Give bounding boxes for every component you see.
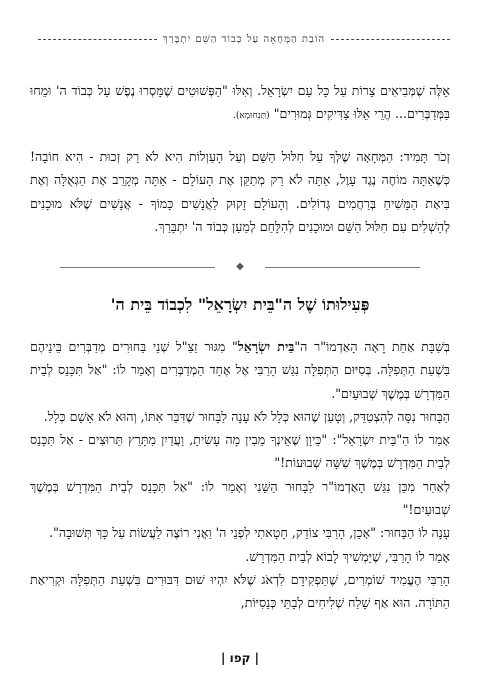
paragraph-1: [30, 79, 450, 129]
story-paragraph-5: עָנָה לוֹ הַבָּחוּר: "אָכֵן, הָרַבִּי צוֹדֵק, חָטָאתִי לִפְנֵי ה' וַאֲנִי רוֹצֶה לַעֲשׂוֹת עַל כָּךְ תְּשׁוּבָה".: [49, 525, 450, 541]
bold-name: בֵּית יִשְׂרָאֵל: [237, 339, 295, 354]
page-number: | קפו |: [221, 651, 259, 665]
story-paragraph-1-start: בְּשַׁבָּת אַחַת רָאָה הָאַדְמוֹ"ר ה": [294, 339, 450, 354]
story-paragraph-1: [30, 335, 450, 405]
story-body: [30, 335, 450, 615]
paragraph-2-text: זְכֹר תָּמִיד: הַמְּחָאָה שֶׁלְּךָ עַל חִלּוּל הַשֵּׁם וְעַל הָעַוְלוֹת הִיא לֹא רַק זְכוּת - הִיא חוֹבָה! כְּשֶׁאַתָּה מוֹחֶה נֶגֶד עָוֶל, אַתָּה לֹא רַק מְתַקֵּן אֶת הָעוֹלָם - אַתָּה מְקָרֵב אֶת הַגְּאֻלָּה וְאֶת בִּיאַת הַמָּשִׁיחַ בְּרַחֲמִים גְּדוֹלִים. וְהָעוֹלָם זָקוּק לַאֲנָשִׁים כָּמוֹךָ - אֲנָשִׁים שֶׁלֹּא מוּכָנִים לְהַשְׁלִים עִם חִלּוּל הַשֵּׁם וּמוּכָנִים לְהִלָּחֵם לְמַעַן כְּבוֹד ה' יִתְבָּרַךְ.: [30, 149, 450, 234]
header-dash-right: [331, 39, 450, 40]
paragraph-1-text: אֵלֶּה שֶׁמְּבִיאִים צָרוֹת עַל כָּל עַם יִשְׂרָאֵל. וְאִלּוּ "הַפְּשׁוּטִים שֶׁמָּסְרוּ נֶפֶשׁ עַל כְּבוֹד ה' וּמֵחוּ בַּמְּדַבְּרִים... הֲרֵי אֵלּוּ צַדִּיקִים גְּמוּרִים": [30, 83, 450, 122]
separator-line-right: [265, 267, 420, 268]
separator-diamond-icon: ◆: [236, 261, 244, 272]
running-title: הוֹבַת הַמְּחָאָה עַל כְּבוֹד הַשֵּׁם יִתְבָּרַךְ: [162, 34, 326, 45]
running-header: [38, 34, 450, 45]
story-paragraph-3: אָמַר לוֹ הַ"בֵּית יִשְׂרָאֵל": "כֵּיוָן שֶׁאֵינְךָ מֵבִין מָה עָשִׂיתָ, וַעֲדַיִן מִתָּרֵץ תֵּרוּצִים - אַל תִּכָּנֵס לְבֵית הַמִּדְרָשׁ בְּמֶשֶׁךְ שִׁשָּׁה שְׁבוּעוֹת!": [30, 432, 450, 471]
source-citation: (תַּנְחוּמָא).: [233, 111, 270, 122]
story-paragraph-7: הָרַבִּי הֶעֱמִיד שׁוֹמְרִים, שֶׁתַּפְקִידָם לִדְאֹג שֶׁלֹּא יִהְיוּ שׁוּם דִּבּוּרִים בִּשְׁעַת הַתְּפִלָּה וּקְרִיאַת הַתּוֹרָה. הוּא אַף שָׁלַח שְׁלִיחִים לְבָתֵּי כְּנֵסִיּוֹת,: [30, 571, 450, 611]
section-title: פְּעִילוּתוֹ שֶׁל ה"בֵּית יִשְׂרָאֵל" לִכְבוֹד בֵּית ה': [110, 295, 370, 314]
story-paragraph-1-rest: " מִגּוּר זַצַ"ל שְׁנֵי בַּחוּרִים מְדַבְּרִים בֵּינֵיהֶם בִּשְׁעַת הַתְּפִלָּה. בְּסִיּוּם הַתְּפִלָּה נִגַּשׁ הָרַבִּי אֶל אֶחָד הַמְדַבְּרִים וְאָמַר לוֹ: "אַל תִּכָּנֵס לְבֵית הַמִּדְרָשׁ בְּמֶשֶׁךְ שְׁבוּעַיִם".: [30, 339, 450, 401]
story-paragraph-2: הַבָּחוּר נִסָּה לְהִצְטַדֵּק, וְטָעַן שֶׁהוּא כְּלָל לֹא עָנָה לַבָּחוּר שֶׁדִּבֵּר אִתּוֹ, וְהוּא לֹא אָשֵׁם כְּלָל.: [43, 408, 450, 424]
story-paragraph-4: לְאַחַר מִכֵּן נִגַּשׁ הָאַדְמוֹ"ר לַבָּחוּר הַשֵּׁנִי וְאָמַר לוֹ: "אַל תִּכָּנֵס לְבֵית הַמִּדְרָשׁ בְּמֶשֶׁךְ שְׁבוּעַיִם!": [30, 478, 450, 518]
header-dash-left: [38, 39, 157, 40]
separator-line-left: [60, 267, 215, 268]
story-paragraph-6: אָמַר לוֹ הָרַבִּי, שֶׁיַּמְשִׁיךְ לָבוֹא לְבֵית הַמִּדְרָשׁ.: [245, 548, 450, 564]
section-separator: [60, 262, 420, 274]
paragraph-2: [30, 145, 450, 238]
